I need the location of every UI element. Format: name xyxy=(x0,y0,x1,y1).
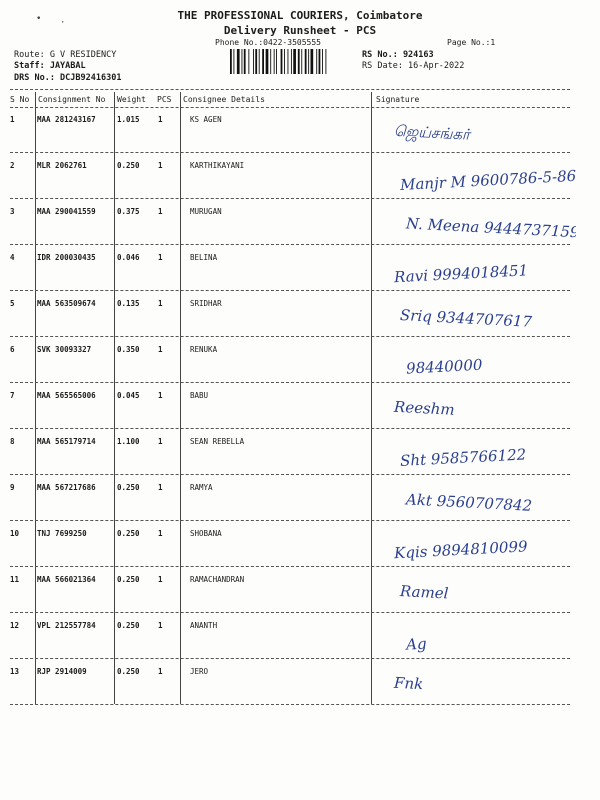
row-consignment-no: RJP 2914009 xyxy=(37,667,87,676)
row-sno: 3 xyxy=(10,207,15,216)
row-signature xyxy=(376,572,576,616)
route-label: Route: G V RESIDENCY xyxy=(14,50,117,60)
row-pcs: 1 xyxy=(158,345,163,354)
row-pcs: 1 xyxy=(158,621,163,630)
row-signature xyxy=(376,480,576,524)
row-weight: 0.046 xyxy=(117,253,140,262)
row-consignment-no: MAA 566021364 xyxy=(37,575,96,584)
row-weight: 1.100 xyxy=(117,437,140,446)
runsheet-subtitle: Delivery Runsheet - PCS xyxy=(223,24,377,37)
row-consignee: SEAN REBELLA xyxy=(190,437,245,446)
row-sno: 11 xyxy=(10,575,20,584)
phone-number: Phone No.:0422-3505555 xyxy=(215,38,321,47)
row-pcs: 1 xyxy=(158,483,163,492)
row-sno: 7 xyxy=(10,391,15,400)
row-signature xyxy=(376,618,576,662)
row-pcs: 1 xyxy=(158,437,163,446)
row-signature xyxy=(376,204,576,248)
barcode xyxy=(230,49,360,74)
row-signature xyxy=(376,664,576,708)
row-consignment-no: MAA 565179714 xyxy=(37,437,96,446)
row-sno: 6 xyxy=(10,345,15,354)
staff-label: Staff: JAYABAL xyxy=(14,61,86,71)
signature-scrawl: Reeshm xyxy=(393,397,456,419)
signature-scrawl: Ag xyxy=(405,634,428,654)
row-separator xyxy=(10,566,570,567)
row-consignment-no: MAA 565565006 xyxy=(37,391,96,400)
row-sno: 9 xyxy=(10,483,15,492)
row-separator xyxy=(10,382,570,383)
row-separator xyxy=(10,612,570,613)
row-weight: 1.015 xyxy=(117,115,140,124)
row-signature xyxy=(376,296,576,340)
row-pcs: 1 xyxy=(158,391,163,400)
row-pcs: 1 xyxy=(158,253,163,262)
row-separator xyxy=(10,428,570,429)
row-consignee: SHOBANA xyxy=(190,529,222,538)
row-sno: 12 xyxy=(10,621,20,630)
row-consignee: JERO xyxy=(190,667,209,676)
row-consignee: RENUKA xyxy=(190,345,218,354)
row-weight: 0.250 xyxy=(117,161,140,170)
row-separator xyxy=(10,704,570,705)
row-signature xyxy=(376,388,576,432)
row-consignee: RAMACHANDRAN xyxy=(190,575,245,584)
row-sno: 10 xyxy=(10,529,20,538)
row-pcs: 1 xyxy=(158,299,163,308)
signature-scrawl: N. Meena 9444737159 xyxy=(405,214,576,242)
row-sno: 8 xyxy=(10,437,15,446)
row-pcs: 1 xyxy=(158,207,163,216)
row-sno: 1 xyxy=(10,115,15,124)
col-sno: S No xyxy=(10,95,30,104)
row-separator xyxy=(10,336,570,337)
row-weight: 0.250 xyxy=(117,667,140,676)
col-consignment: Consignment No xyxy=(38,95,106,104)
signature-scrawl: Manjr M 9600786-5-86 xyxy=(399,166,576,194)
row-consignment-no: MAA 563509674 xyxy=(37,299,96,308)
rs-number: RS No.: 924163 xyxy=(362,50,434,60)
col-signature: Signature xyxy=(376,95,420,104)
row-weight: 0.250 xyxy=(117,529,140,538)
row-signature xyxy=(376,342,576,386)
row-weight: 0.250 xyxy=(117,483,140,492)
row-consignee: BELINA xyxy=(190,253,218,262)
signature-scrawl: Kqis 9894810099 xyxy=(393,537,528,563)
row-weight: 0.250 xyxy=(117,621,140,630)
row-consignment-no: IDR 200030435 xyxy=(37,253,96,262)
row-pcs: 1 xyxy=(158,161,163,170)
row-signature xyxy=(376,526,576,570)
company-title: THE PROFESSIONAL COURIERS, Coimbatore xyxy=(177,9,423,22)
row-consignment-no: VPL 212557784 xyxy=(37,621,96,630)
drs-number: DRS No.: DCJB92416301 xyxy=(14,73,122,83)
page-number: Page No.:1 xyxy=(447,38,496,47)
row-consignee: KARTHIKAYANI xyxy=(190,161,245,170)
row-separator xyxy=(10,290,570,291)
row-consignee: BABU xyxy=(190,391,209,400)
speck-mark: · xyxy=(60,18,66,28)
rs-date: RS Date: 16-Apr-2022 xyxy=(362,61,465,71)
row-consignment-no: SVK 30093327 xyxy=(37,345,92,354)
signature-scrawl: Akt 9560707842 xyxy=(405,490,533,515)
row-separator xyxy=(10,152,570,153)
row-consignee: SRIDHAR xyxy=(190,299,222,308)
row-sno: 5 xyxy=(10,299,15,308)
row-consignee: RAMYA xyxy=(190,483,213,492)
signature-scrawl: 98440000 xyxy=(405,355,483,378)
row-weight: 0.135 xyxy=(117,299,140,308)
signature-scrawl: ஜெய்சங்கர் xyxy=(393,121,471,144)
row-sno: 13 xyxy=(10,667,20,676)
row-consignment-no: MLR 2062761 xyxy=(37,161,87,170)
row-sno: 4 xyxy=(10,253,15,262)
row-weight: 0.250 xyxy=(117,575,140,584)
signature-scrawl: Sriq 9344707617 xyxy=(399,306,533,331)
header-rule xyxy=(10,107,570,108)
table-top-rule xyxy=(10,89,570,90)
row-signature xyxy=(376,112,576,156)
row-weight: 0.350 xyxy=(117,345,140,354)
row-sno: 2 xyxy=(10,161,15,170)
row-signature xyxy=(376,434,576,478)
row-separator xyxy=(10,520,570,521)
row-consignment-no: MAA 281243167 xyxy=(37,115,96,124)
row-consignee: MURUGAN xyxy=(190,207,222,216)
signature-scrawl: Sht 9585766122 xyxy=(399,445,527,470)
row-pcs: 1 xyxy=(158,529,163,538)
row-consignment-no: TNJ 7699250 xyxy=(37,529,87,538)
row-consignee: ANANTH xyxy=(190,621,218,630)
col-consignee: Consignee Details xyxy=(183,95,265,104)
speck-mark: • xyxy=(36,14,42,24)
signature-scrawl: Ramel xyxy=(399,582,449,603)
row-pcs: 1 xyxy=(158,115,163,124)
row-consignment-no: MAA 567217686 xyxy=(37,483,96,492)
row-separator xyxy=(10,474,570,475)
row-separator xyxy=(10,198,570,199)
row-consignment-no: MAA 290041559 xyxy=(37,207,96,216)
row-weight: 0.045 xyxy=(117,391,140,400)
row-weight: 0.375 xyxy=(117,207,140,216)
row-separator xyxy=(10,658,570,659)
col-weight: Weight xyxy=(117,95,146,104)
row-pcs: 1 xyxy=(158,667,163,676)
row-consignee: KS AGEN xyxy=(190,115,222,124)
col-pcs: PCS xyxy=(157,95,172,104)
row-signature xyxy=(376,250,576,294)
signature-scrawl: Ravi 9994018451 xyxy=(393,261,529,287)
row-pcs: 1 xyxy=(158,575,163,584)
row-signature xyxy=(376,158,576,202)
row-separator xyxy=(10,244,570,245)
signature-scrawl: Fnk xyxy=(393,673,424,694)
